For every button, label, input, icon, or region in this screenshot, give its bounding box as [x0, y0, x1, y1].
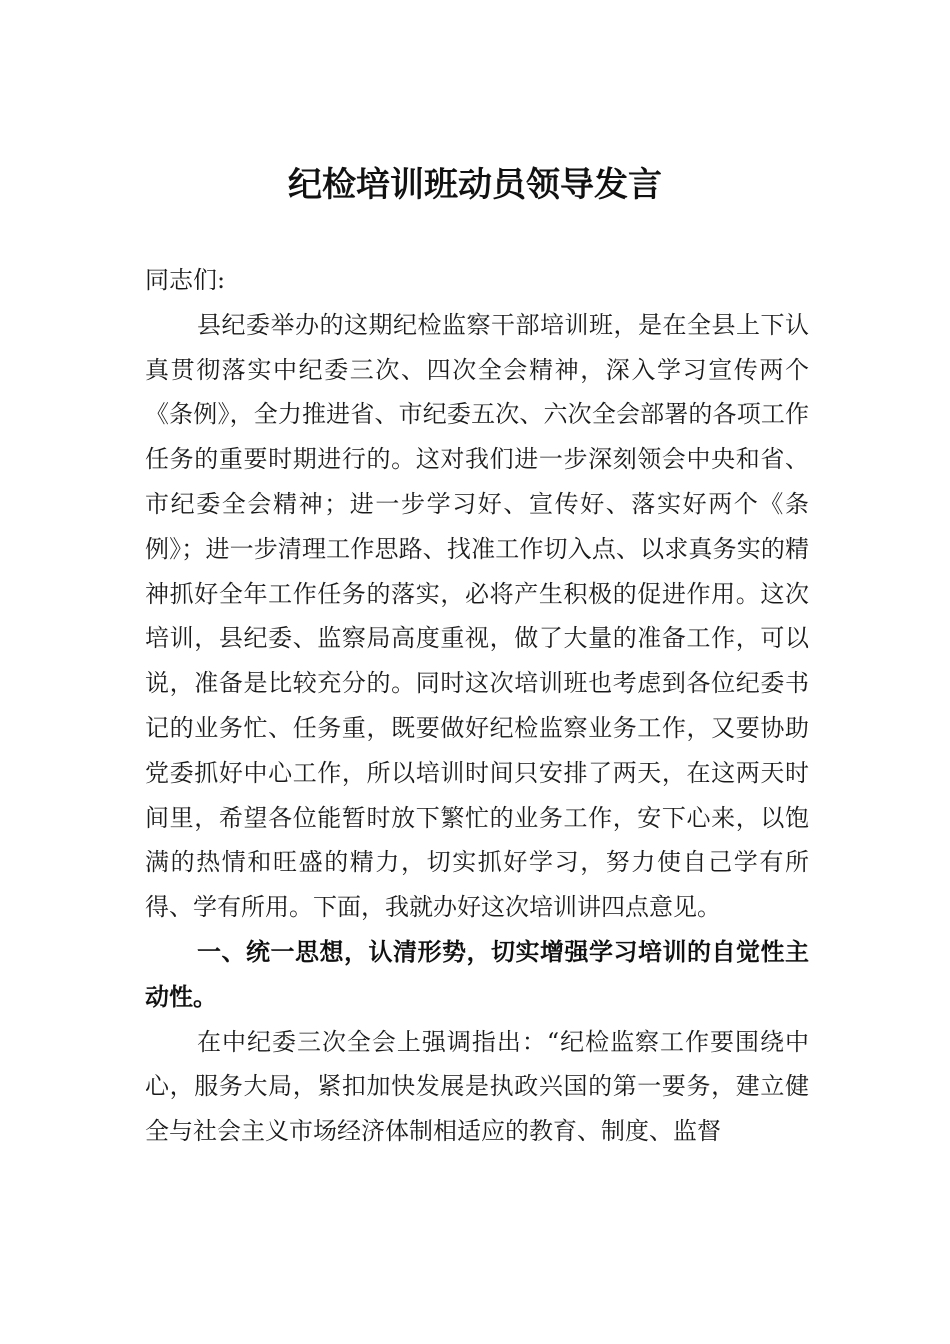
document-body [145, 258, 809, 1154]
paragraph-intro: 县纪委举办的这期纪检监察干部培训班，是在全县上下认真贯彻落实中纪委三次、四次全会精神，深入学习宣传两个《条例》，全力推进省、市纪委五次、六次全会部署的各项工作任务的重要时期进行的。这对我们进一步深刻领会中央和省、市纪委全会精神；进一步学习好、宣传好、落实好两个《条例》；进一步清理工作思路、找准工作切入点、以求真务实的精神抓好全年工作任务的落实，必将产生积极的促进作用。这次培训，县纪委、监察局高度重视，做了大量的准备工作，可以说，准备是比较充分的。同时这次培训班也考虑到各位纪委书记的业务忙、任务重，既要做好纪检监察业务工作，又要协助党委抓好中心工作，所以培训时间只安排了两天，在这两天时间里，希望各位能暂时放下繁忙的业务工作，安下心来，以饱满的热情和旺盛的精力，切实抓好学习，努力使自己学有所得、学有所用。下面，我就办好这次培训讲四点意见。 [145, 310, 809, 922]
section-heading-1: 一、统一思想，认清形势，切实增强学习培训的自觉性主动性。 [145, 937, 809, 1011]
paragraph-section-1: 在中纪委三次全会上强调指出：“纪检监察工作要围绕中心，服务大局，紧扣加快发展是执政兴国的第一要务，建立健全与社会主义市场经济体制相适应的教育、制度、监督 [145, 1027, 809, 1146]
document-title: 纪检培训班动员领导发言 [288, 165, 662, 205]
salutation: 同志们: [145, 266, 226, 294]
